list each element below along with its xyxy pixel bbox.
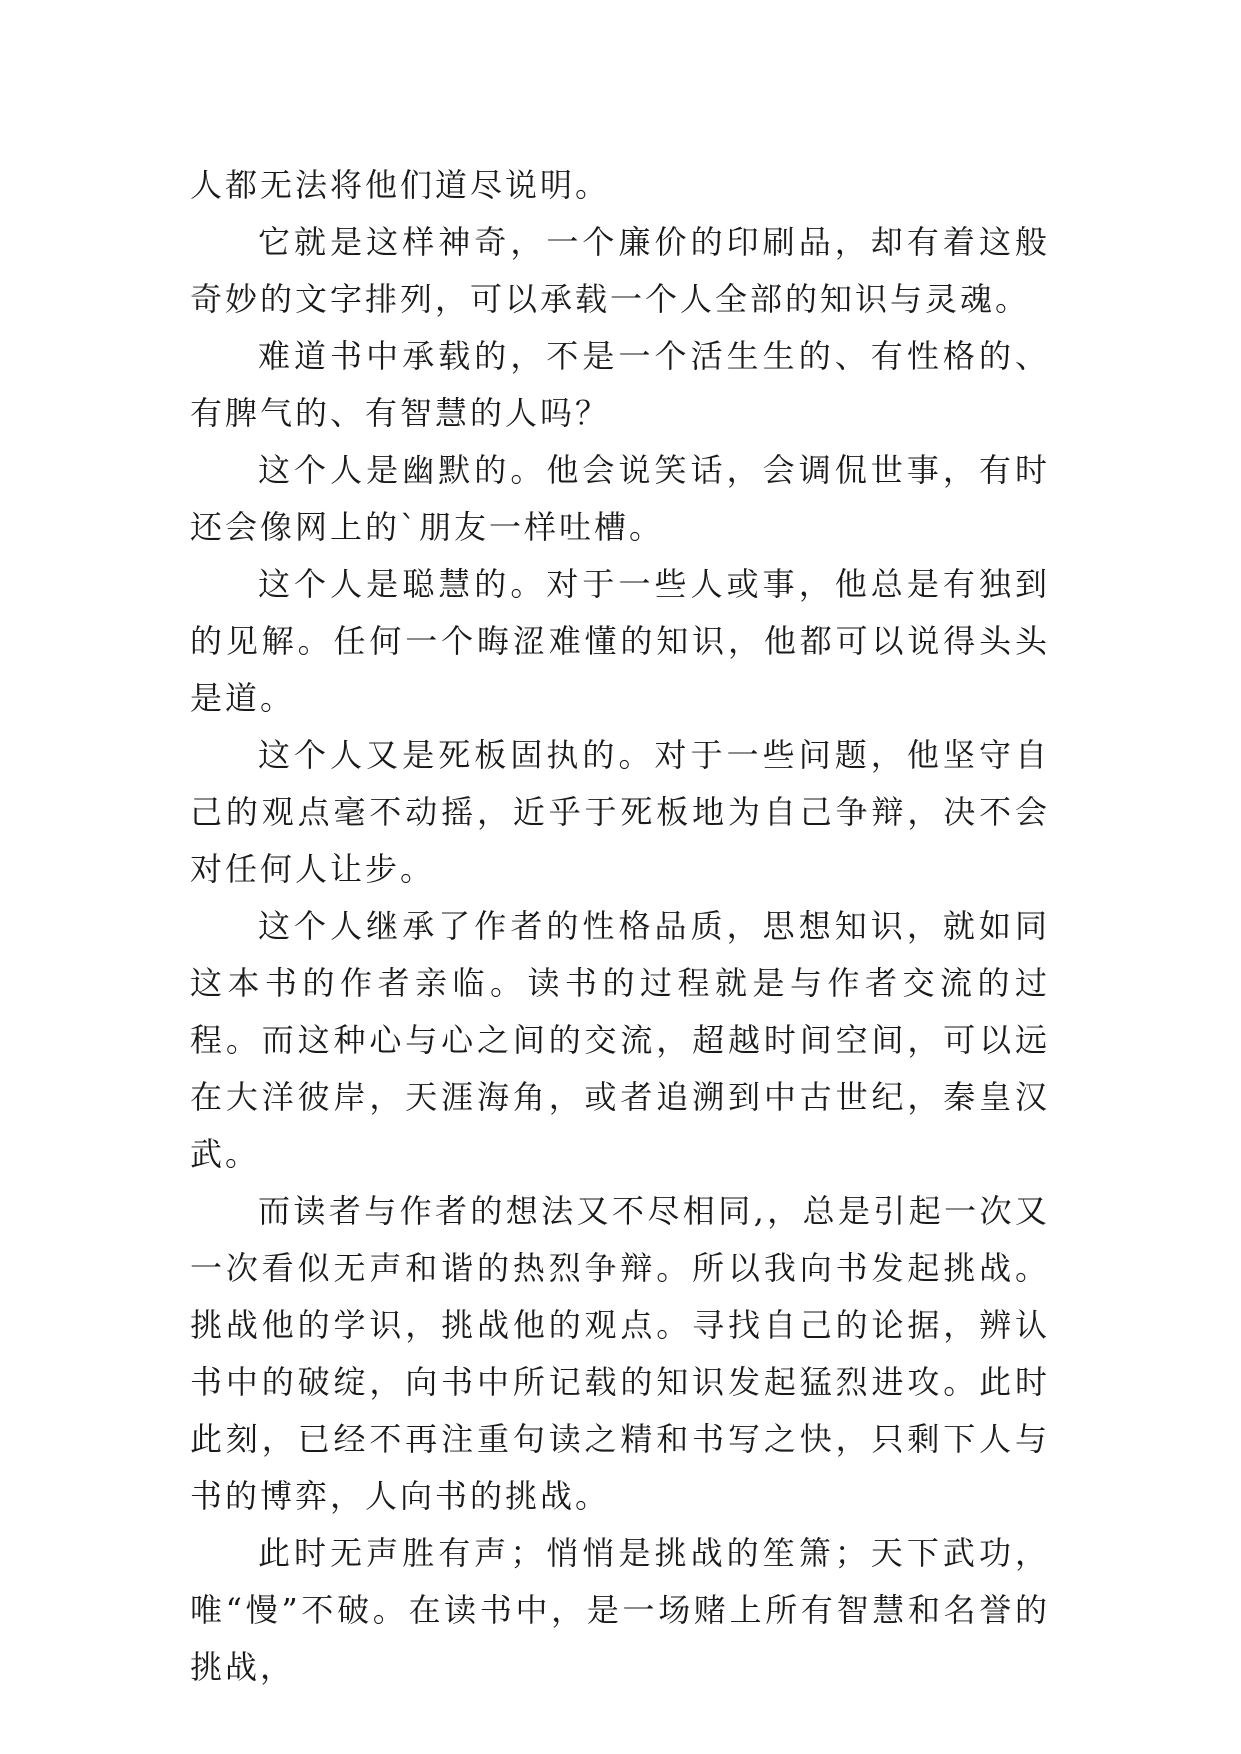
paragraph-2: 它就是这样神奇，一个廉价的印刷品，却有着这般奇妙的文字排列，可以承载一个人全部的知识与灵魂。 (190, 223, 1050, 318)
paragraph-9: 此时无声胜有声；悄悄是挑战的笙箫；天下武功，唯“慢”不破。在读书中，是一场赌上所有智慧和名誉的挑战， (190, 1534, 1050, 1686)
paragraph-1: 人都无法将他们道尽说明。 (190, 166, 611, 204)
paragraph-3: 难道书中承载的，不是一个活生生的、有性格的、有脾气的、有智慧的人吗？ (190, 337, 1050, 432)
paragraph-8: 而读者与作者的想法又不尽相同,，总是引起一次又一次看似无声和谐的热烈争辩。所以我向书发起挑战。挑战他的学识，挑战他的观点。寻找自己的论据，辨认书中的破绽，向书中所记载的知识发起猛烈进攻。此时此刻，已经不再注重句读之精和书写之快，只剩下人与书的博弈，人向书的挑战。 (190, 1192, 1050, 1515)
document-body (190, 157, 1050, 1696)
paragraph-5: 这个人是聪慧的。对于一些人或事，他总是有独到的见解。任何一个晦涩难懂的知识，他都可以说得头头是道。 (190, 565, 1050, 717)
paragraph-7: 这个人继承了作者的性格品质，思想知识，就如同这本书的作者亲临。读书的过程就是与作者交流的过程。而这种心与心之间的交流，超越时间空间，可以远在大洋彼岸，天涯海角，或者追溯到中古世纪，秦皇汉武。 (190, 907, 1050, 1173)
paragraph-4: 这个人是幽默的。他会说笑话，会调侃世事，有时还会像网上的`朋友一样吐槽。 (190, 451, 1050, 546)
paragraph-6: 这个人又是死板固执的。对于一些问题，他坚守自己的观点毫不动摇，近乎于死板地为自己争辩，决不会对任何人让步。 (190, 736, 1050, 888)
